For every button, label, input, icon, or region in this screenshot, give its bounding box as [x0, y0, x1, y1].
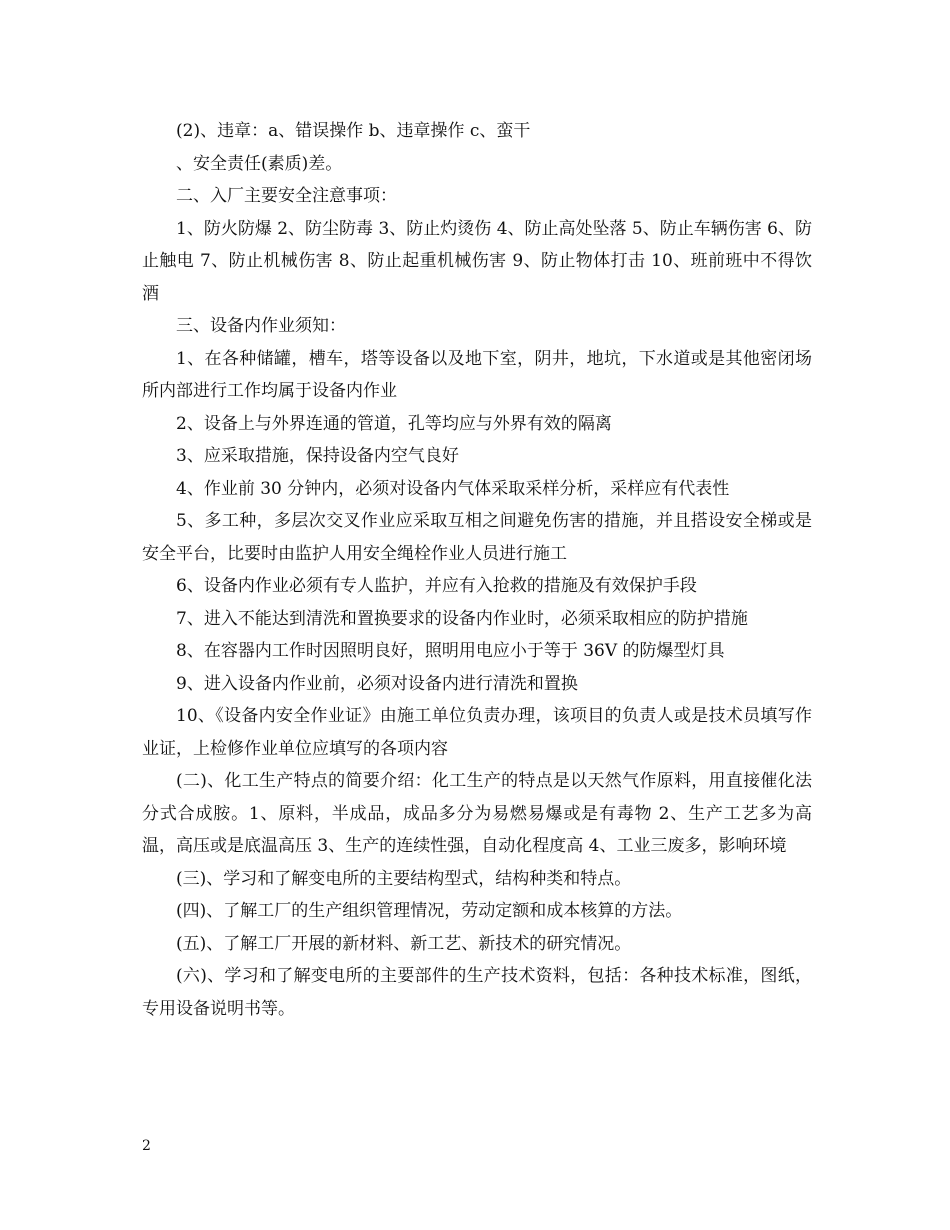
paragraph-violation-types: (2)、违章：a、错误操作 b、违章操作 c、蛮干	[176, 121, 531, 141]
list-item-equipment-10: 10、《设备内安全作业证》由施工单位负责办理，该项目的负责人或是技术员填写作业证，上检修作业单位应填写的各项内容	[142, 706, 812, 759]
paragraph-chemical-production: (二)、化工生产特点的简要介绍：化工生产的特点是以天然气作原料，用直接催化法分式合成胺。1、原料，半成品，成品多分为易燃易爆或是有毒物 2、生产工艺多为高温，高压或是底温高压 3、生产的连续性强，自动化程度高 4、工业三废多，影响环境	[142, 771, 812, 856]
list-item-equipment-3: 3、应采取措施，保持设备内空气良好	[176, 446, 459, 466]
document-body	[142, 115, 812, 1025]
section-heading-equipment-work: 三、设备内作业须知：	[176, 316, 346, 336]
paragraph-technical-documents: (六)、学习和了解变电所的主要部件的生产技术资料，包括：各种技术标准，图纸，专用设备说明书等。	[142, 966, 812, 1019]
list-item-equipment-1: 1、在各种储罐，槽车，塔等设备以及地下室，阴井，地坑，下水道或是其他密闭场所内部进行工作均属于设备内作业	[142, 348, 812, 401]
list-item-equipment-8: 8、在容器内工作时因照明良好，照明用电应小于等于 36V 的防爆型灯具	[176, 641, 725, 661]
page-number: 2	[142, 1138, 151, 1154]
paragraph-entry-safety-list: 1、防火防爆 2、防尘防毒 3、防止灼烫伤 4、防止高处坠落 5、防止车辆伤害 6、防止触电 7、防止机械伤害 8、防止起重机械伤害 9、防止物体打击 10、班前班中不得饮酒	[142, 218, 812, 304]
list-item-equipment-9: 9、进入设备内作业前，必须对设备内进行清洗和置换	[176, 673, 578, 694]
paragraph-substation-structure: (三)、学习和了解变电所的主要结构型式，结构种类和特点。	[176, 868, 632, 889]
paragraph-safety-responsibility: 、安全责任(素质)差。	[176, 153, 343, 174]
paragraph-production-management: (四)、了解工厂的生产组织管理情况，劳动定额和成本核算的方法。	[176, 901, 683, 921]
section-heading-entry-safety: 二、入厂主要安全注意事项：	[176, 186, 397, 206]
list-item-equipment-2: 2、设备上与外界连通的管道，孔等均应与外界有效的隔离	[176, 413, 612, 434]
list-item-equipment-7: 7、进入不能达到清洗和置换要求的设备内作业时，必须采取相应的防护措施	[176, 608, 748, 629]
list-item-equipment-4: 4、作业前 30 分钟内，必须对设备内气体采取采样分析，采样应有代表性	[176, 478, 730, 499]
list-item-equipment-5: 5、多工种，多层次交叉作业应采取互相之间避免伤害的措施，并且搭设安全梯或是安全平台，比要时由监护人用安全绳栓作业人员进行施工	[142, 511, 812, 564]
list-item-equipment-6: 6、设备内作业必须有专人监护，并应有入抢救的措施及有效保护手段	[176, 576, 697, 596]
paragraph-new-technology: (五)、了解工厂开展的新材料、新工艺、新技术的研究情况。	[176, 933, 632, 954]
